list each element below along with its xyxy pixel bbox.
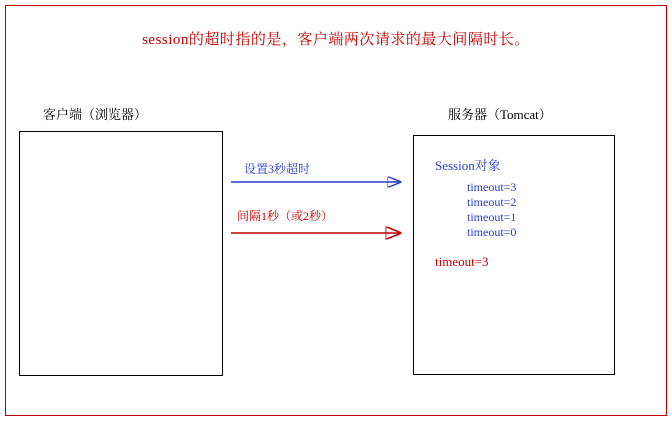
client-label: 客户端（浏览器） — [43, 107, 148, 122]
server-label: 服务器（Tomcat） — [448, 107, 552, 122]
client-box — [19, 131, 223, 376]
timeout-item: timeout=0 — [467, 225, 517, 239]
final-timeout-value: timeout=3 — [435, 254, 489, 269]
timeout-list — [435, 180, 615, 240]
timeout-item: timeout=3 — [467, 180, 517, 194]
session-object-title: Session对象 — [435, 158, 501, 173]
timeout-item: timeout=1 — [467, 210, 517, 224]
server-session-block — [435, 155, 615, 270]
arrow-label-interval: 间隔1秒（或2秒） — [237, 209, 334, 223]
page-title: session的超时指的是，客户端两次请求的最大间隔时长。 — [142, 32, 530, 48]
arrow-label-set-timeout: 设置3秒超时 — [244, 162, 311, 176]
timeout-item: timeout=2 — [467, 195, 517, 209]
